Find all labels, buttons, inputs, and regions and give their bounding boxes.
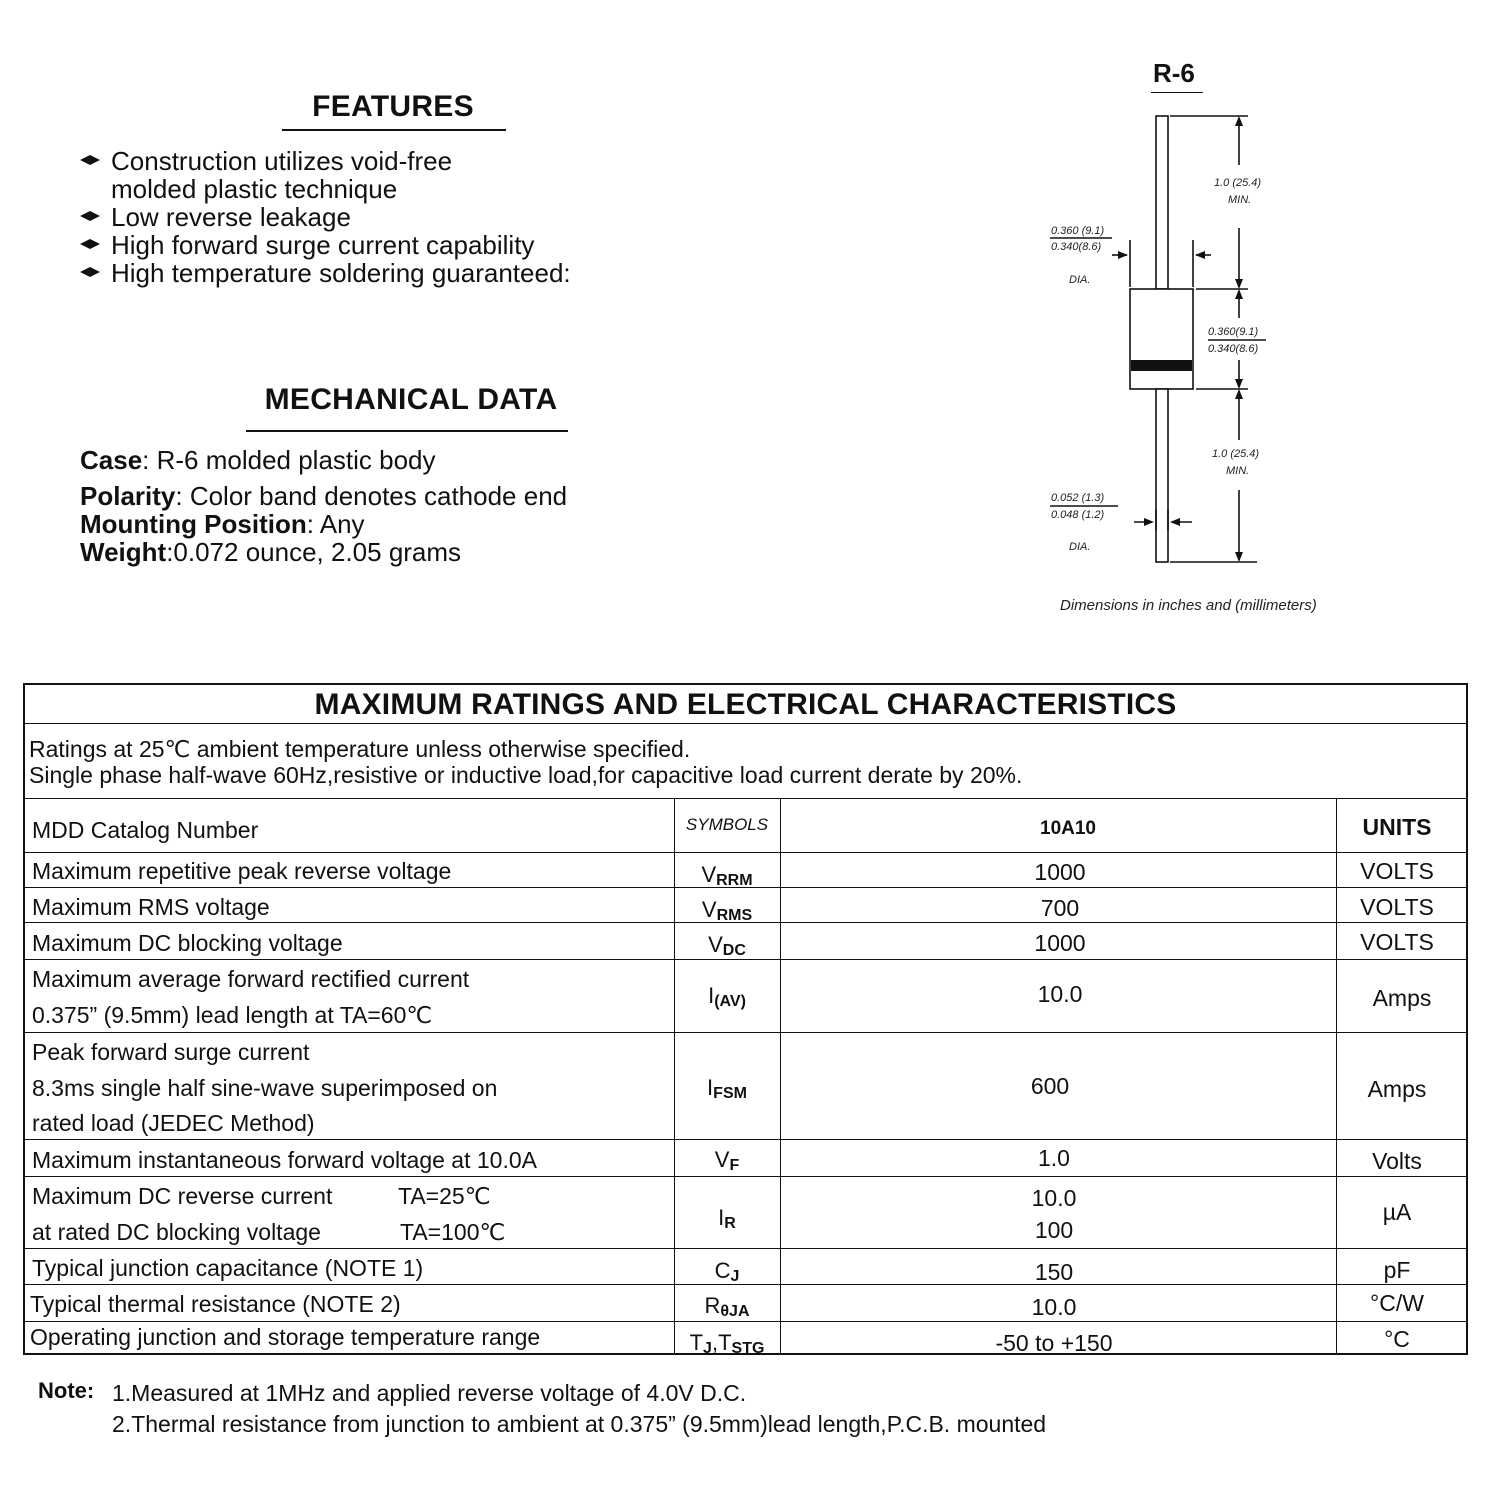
package-name: R-6 bbox=[1153, 58, 1195, 88]
header-param: MDD Catalog Number bbox=[32, 817, 259, 843]
diode-body bbox=[1130, 289, 1193, 389]
unit-cj: pF bbox=[1383, 1257, 1411, 1283]
param-vf: Maximum instantaneous forward voltage at 10.0A bbox=[32, 1147, 537, 1173]
param-iav-line2: 0.375” (9.5mm) lead length at TA=60℃ bbox=[32, 1002, 433, 1028]
param-ir-condition-2: TA=100℃ bbox=[400, 1219, 506, 1245]
param-ir-line1: Maximum DC reverse current bbox=[32, 1183, 333, 1209]
bottom-lead bbox=[1156, 389, 1168, 562]
param-vdc: Maximum DC blocking voltage bbox=[32, 930, 343, 956]
table-note-2: Single phase half-wave 60Hz,resistive or inductive load,for capacitive load current derate by 20%. bbox=[29, 762, 1023, 788]
note-1: 1.Measured at 1MHz and applied reverse voltage of 4.0V D.C. bbox=[112, 1380, 747, 1406]
param-tj-tstg: Operating junction and storage temperature range bbox=[30, 1324, 541, 1350]
symbol-tj-tstg: $T_J,T_{STG}$ bbox=[689, 1330, 765, 1357]
features-heading: FEATURES bbox=[312, 90, 474, 123]
rule bbox=[25, 1176, 1466, 1177]
value-ifsm: 600 bbox=[1030, 1073, 1070, 1099]
param-rthja: Typical thermal resistance (NOTE 2) bbox=[30, 1291, 401, 1317]
unit-vrrm: VOLTS bbox=[1360, 858, 1434, 884]
top-lead bbox=[1156, 116, 1168, 289]
rule bbox=[25, 852, 1466, 853]
feature-item: High forward surge current capability bbox=[111, 230, 535, 260]
rule bbox=[25, 1248, 1466, 1249]
mech-polarity: Polarity: Color band denotes cathode end bbox=[80, 481, 568, 511]
value-ir-1: 10.0 bbox=[1031, 1185, 1077, 1211]
symbol-rthja: $R_{\theta JA}$ bbox=[704, 1293, 750, 1320]
table-note-1: Ratings at 25℃ ambient temperature unless otherwise specified. bbox=[29, 736, 691, 762]
rule bbox=[25, 798, 1466, 799]
unit-vdc: VOLTS bbox=[1360, 929, 1434, 955]
unit-iav: Amps bbox=[1372, 985, 1432, 1011]
lead-dia-min: 0.048 (1.2) bbox=[1051, 509, 1105, 521]
bottom-lead-length: 1.0 (25.4) bbox=[1212, 448, 1260, 460]
symbol-ifsm: $I_{FSM}$ bbox=[707, 1075, 747, 1102]
feature-item: High temperature soldering guaranteed: bbox=[111, 258, 571, 288]
value-vf: 1.0 bbox=[1038, 1145, 1070, 1171]
value-rthja: 10.0 bbox=[1031, 1294, 1077, 1320]
value-ir-2: 100 bbox=[1034, 1217, 1074, 1243]
unit-vf: Volts bbox=[1372, 1148, 1422, 1174]
param-vrms: Maximum RMS voltage bbox=[32, 894, 270, 920]
symbol-cj: $C_J$ bbox=[714, 1258, 740, 1285]
symbol-vrms: $V_{RMS}$ bbox=[701, 897, 753, 924]
rule bbox=[25, 1321, 1466, 1322]
mech-weight: Weight:0.072 ounce, 2.05 grams bbox=[80, 537, 462, 567]
top-lead-length-min: MIN. bbox=[1228, 194, 1252, 206]
note-2: 2.Thermal resistance from junction to ambient at 0.375” (9.5mm)lead length,P.C.B. mounted bbox=[112, 1411, 1047, 1437]
unit-tj-tstg: °C bbox=[1384, 1326, 1410, 1352]
symbol-vrrm: $V_{RRM}$ bbox=[701, 862, 753, 889]
unit-vrms: VOLTS bbox=[1360, 894, 1434, 920]
unit-ir: µA bbox=[1382, 1199, 1412, 1225]
symbol-iav: $I_{(AV)}$ bbox=[708, 983, 746, 1010]
value-vrms: 700 bbox=[1040, 895, 1080, 921]
header-symbols: SYMBOLS bbox=[685, 815, 769, 834]
mech-case: Case: R-6 molded plastic body bbox=[80, 445, 436, 475]
r6-package-outline bbox=[0, 0, 1500, 640]
param-ir-line2: at rated DC blocking voltage bbox=[32, 1219, 321, 1245]
feature-item-continued: molded plastic technique bbox=[111, 174, 398, 204]
ratings-table-title: MAXIMUM RATINGS AND ELECTRICAL CHARACTERISTICS bbox=[314, 688, 1177, 721]
symbol-vf: $V_F$ bbox=[714, 1147, 740, 1174]
param-ifsm-line1: Peak forward surge current bbox=[32, 1039, 310, 1065]
body-dia-min: 0.340(8.6) bbox=[1051, 241, 1102, 253]
symbol-vdc: $V_{DC}$ bbox=[708, 932, 746, 959]
feature-item: Construction utilizes void-free bbox=[111, 146, 453, 176]
rule bbox=[25, 1139, 1466, 1140]
rule bbox=[25, 1032, 1466, 1033]
mechanical-heading: MECHANICAL DATA bbox=[264, 383, 558, 416]
lead-dia-label: DIA. bbox=[1069, 541, 1091, 553]
value-vdc: 1000 bbox=[1034, 930, 1086, 956]
unit-rthja: °C/W bbox=[1370, 1290, 1424, 1316]
param-ifsm-line3: rated load (JEDEC Method) bbox=[32, 1110, 315, 1136]
param-ifsm-line2: 8.3ms single half sine-wave superimposed on bbox=[32, 1075, 498, 1101]
lead-dia-max: 0.052 (1.3) bbox=[1051, 492, 1105, 504]
value-cj: 150 bbox=[1034, 1259, 1074, 1285]
header-part-number: 10A10 bbox=[1040, 818, 1096, 839]
param-cj: Typical junction capacitance (NOTE 1) bbox=[32, 1255, 424, 1281]
value-iav: 10.0 bbox=[1037, 981, 1083, 1007]
symbol-ir: $I_R$ bbox=[718, 1205, 736, 1232]
body-length-min: 0.340(8.6) bbox=[1208, 343, 1259, 355]
value-tj-tstg: -50 to +150 bbox=[995, 1330, 1113, 1356]
dimensions-caption: Dimensions in inches and (millimeters) bbox=[1060, 597, 1317, 614]
param-iav-line1: Maximum average forward rectified current bbox=[32, 966, 470, 992]
mech-mounting: Mounting Position: Any bbox=[80, 509, 365, 539]
param-vrrm: Maximum repetitive peak reverse voltage bbox=[32, 858, 452, 884]
param-ir-condition-1: TA=25℃ bbox=[398, 1183, 491, 1209]
rule bbox=[25, 723, 1466, 724]
value-vrrm: 1000 bbox=[1034, 859, 1086, 885]
body-dia-max: 0.360 (9.1) bbox=[1051, 225, 1105, 237]
body-dia-label: DIA. bbox=[1069, 274, 1091, 286]
unit-ifsm: Amps bbox=[1367, 1076, 1427, 1102]
cathode-band bbox=[1131, 360, 1192, 371]
notes-heading: Note: bbox=[38, 1378, 95, 1403]
top-lead-length: 1.0 (25.4) bbox=[1214, 177, 1262, 189]
feature-item: Low reverse leakage bbox=[111, 202, 351, 232]
body-length-max: 0.360(9.1) bbox=[1208, 326, 1259, 338]
header-units: UNITS bbox=[1362, 814, 1432, 840]
bottom-lead-length-min: MIN. bbox=[1226, 465, 1250, 477]
